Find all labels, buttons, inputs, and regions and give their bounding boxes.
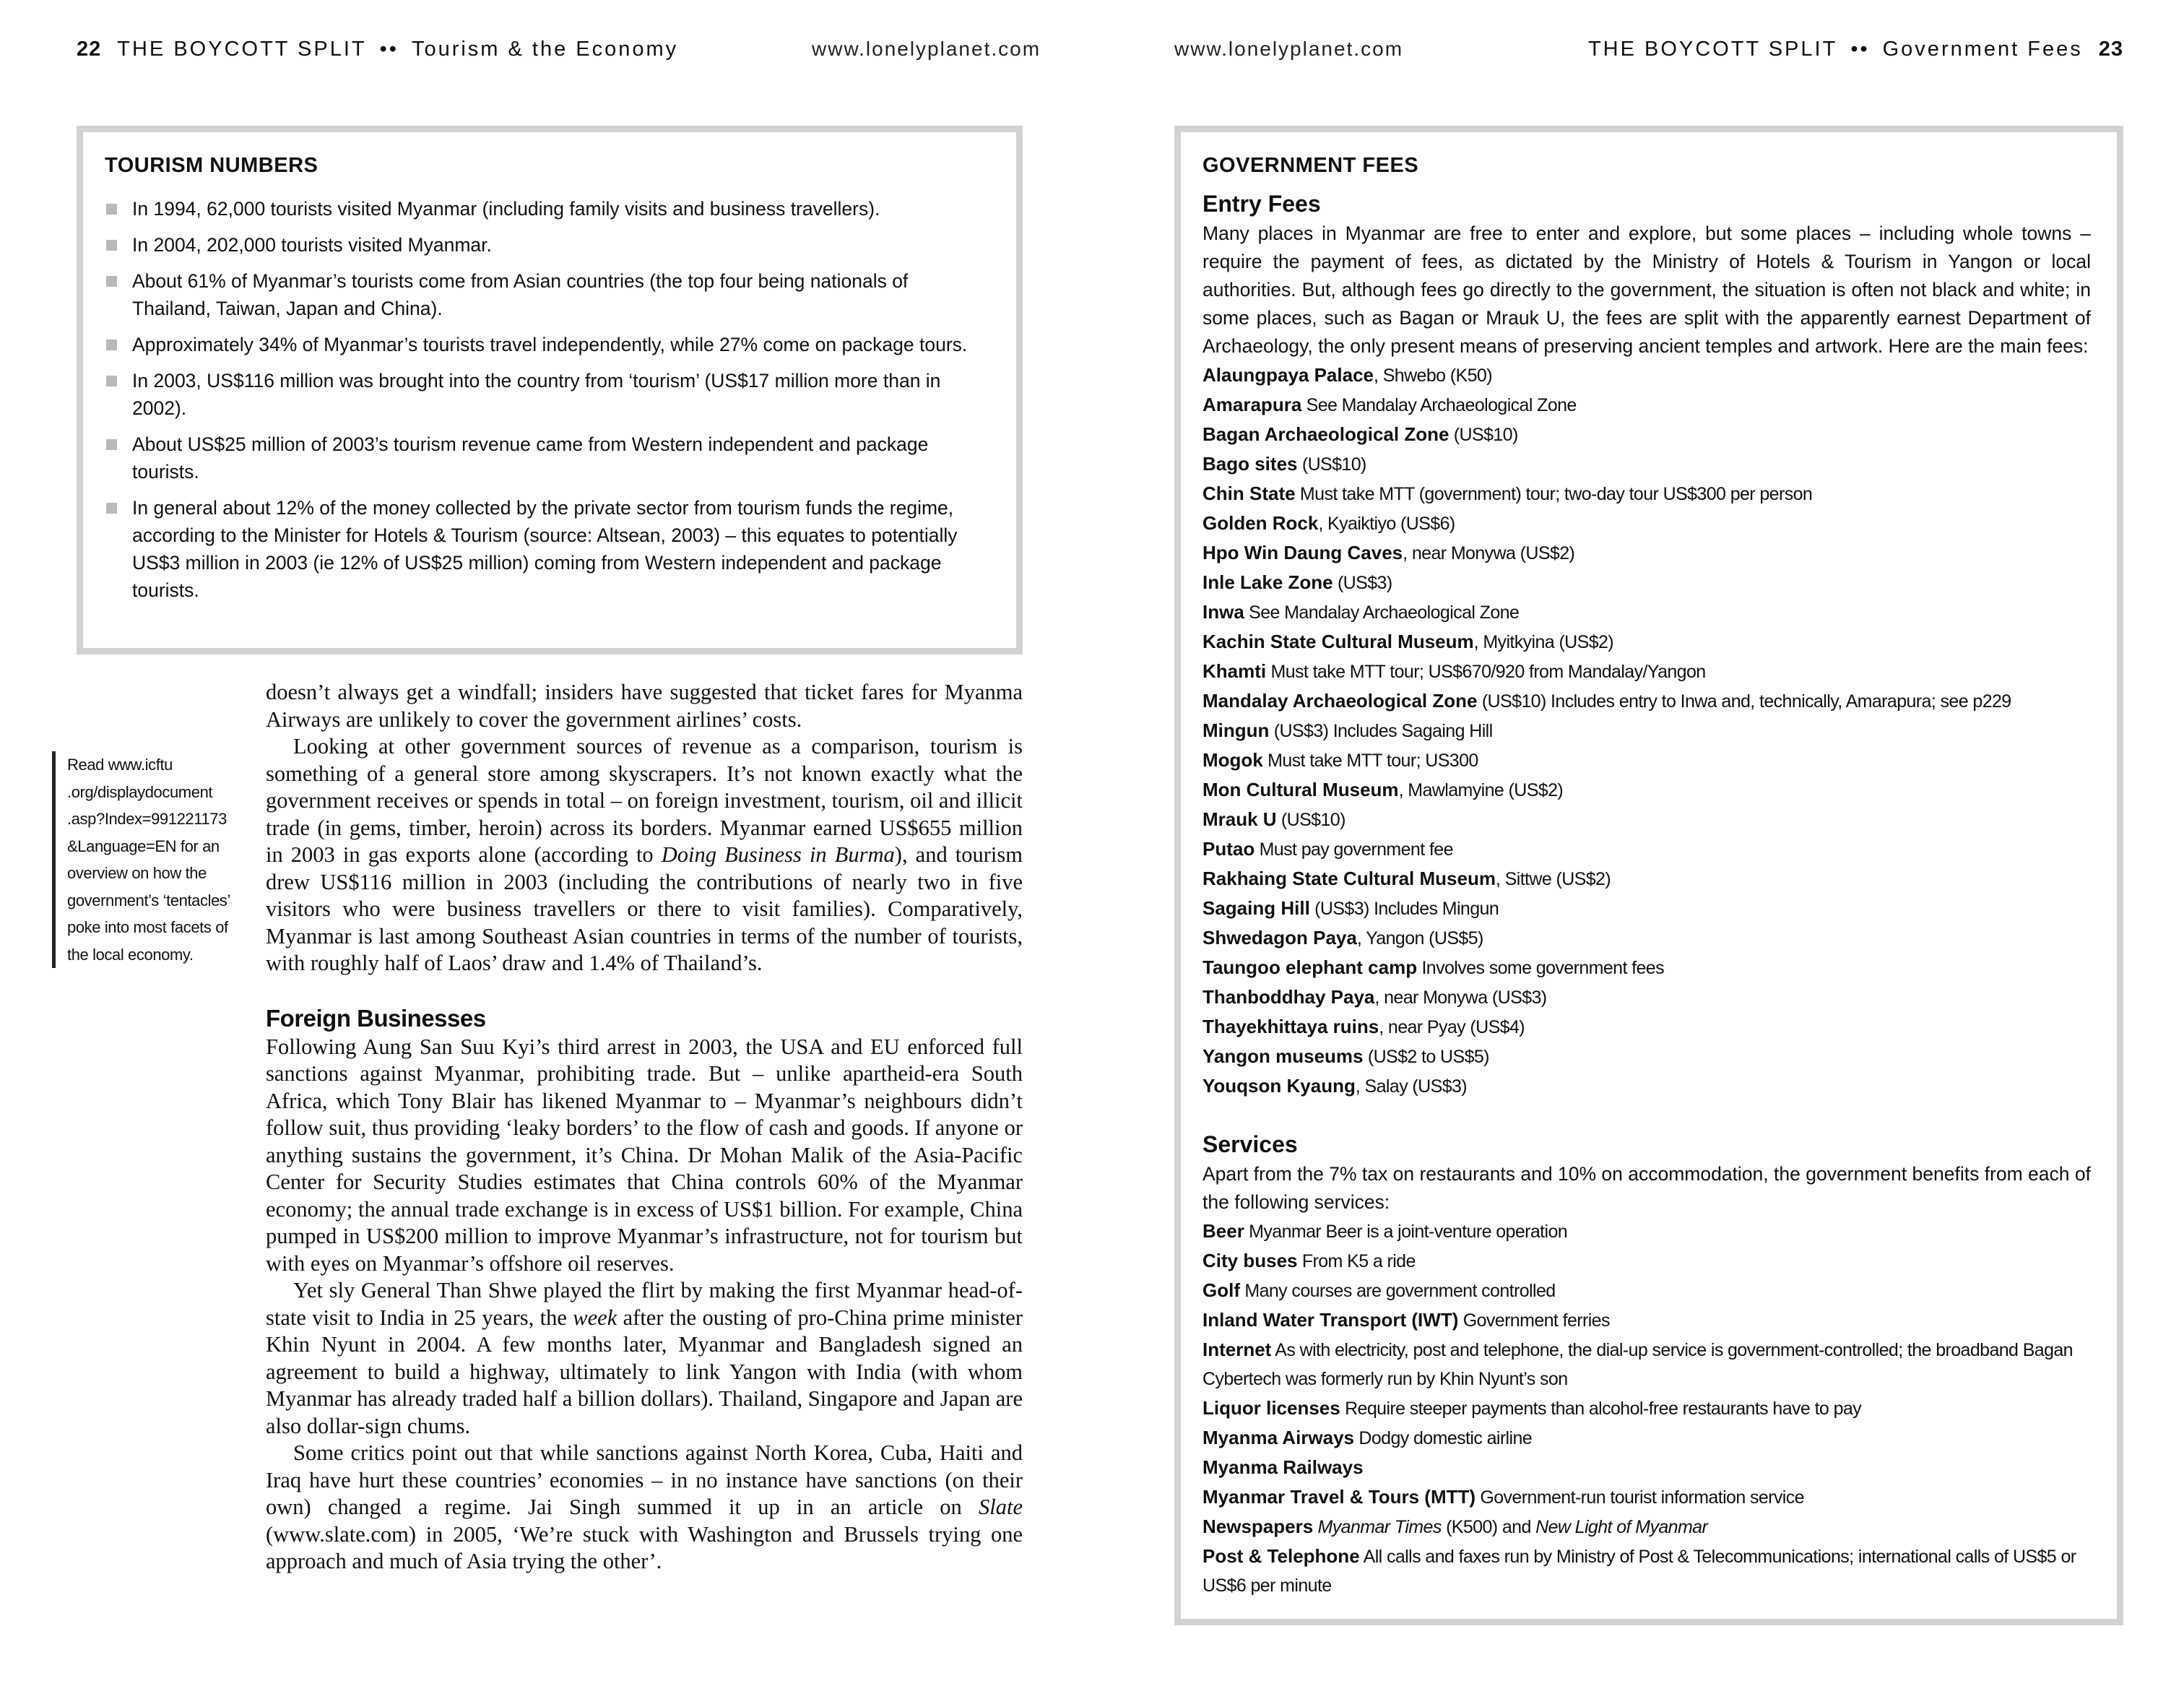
sidebar-line: .asp?Index=991221173 [67,810,227,828]
right-header-separator: •• [1850,38,1870,61]
tourism-list [105,195,992,604]
left-page-number: 22 [77,38,102,61]
sidebar-line: the local economy. [67,945,194,964]
fee-entry: Khamti Must take MTT tour; US$670/920 from Mandalay/Yangon [1202,660,1706,682]
left-header-url: www.lonelyplanet.com [812,38,1041,60]
sidebar-note [52,751,249,968]
list-item: In 2003, US$116 million was brought into the country from ‘tourism’ (US$17 million more than in 2002). [105,367,992,422]
fee-entry: Amarapura See Mandalay Archaeological Zone [1202,394,1577,415]
fees-list [1202,360,2091,1101]
service-entry: Myanma Railways [1202,1456,1364,1478]
fee-entry: Mon Cultural Museum, Mawlamyine (US$2) [1202,779,1564,800]
fee-entry: Mandalay Archaeological Zone (US$10) Includes entry to Inwa and, technically, Amarapura; see p229 [1202,690,2011,712]
paragraph: doesn’t always get a windfall; insiders have suggested that ticket fares for Myanma Airways are unlikely to cover the government airlines’ costs. [266,680,1023,732]
service-entry: Golf Many courses are government controlled [1202,1279,1556,1301]
fee-entry: Mingun (US$3) Includes Sagaing Hill [1202,719,1493,741]
right-running-header [1588,38,2123,61]
left-running-header [77,38,678,61]
sidebar-line: poke into most facets of [67,918,228,936]
list-item: In 1994, 62,000 tourists visited Myanmar (including family visits and business travellers). [105,195,992,222]
square-bullet-icon [106,240,117,251]
fee-entry: Alaungpaya Palace, Shwebo (K50) [1202,364,1492,386]
fee-entry: Thanboddhay Paya, near Monywa (US$3) [1202,986,1547,1008]
fee-entry: Inwa See Mandalay Archaeological Zone [1202,601,1520,623]
paragraph: Yet sly General Than Shwe played the flirt by making the first Myanmar head-of-state visit to India in 25 years, the week after the ousting of pro-China prime minister Khin Nyunt in 2004. A few months later, Myanmar and Bangladesh signed an agreement to build a highway, ultimately to link Yangon with India (with whom Myanmar has already traded half a billion dollars). Thailand, Singapore and Japan are also dollar-sign chums. [266,1278,1023,1438]
services-intro: Apart from the 7% tax on restaurants and 10% on accommodation, the government benefits from each of the following services: [1202,1163,2091,1213]
main-article [266,679,1023,1576]
fee-entry: Youqson Kyaung, Salay (US$3) [1202,1075,1468,1097]
fee-entry: Thayekhittaya ruins, near Pyay (US$4) [1202,1016,1525,1037]
fee-entry: Sagaing Hill (US$3) Includes Mingun [1202,897,1499,919]
entry-fees-intro: Many places in Myanmar are free to enter and explore, but some places – including whole towns – require the payment of fees, as dictated by the Ministry of Hotels & Tourism in Yangon or local authorities. But, although fees go directly to the government, the situation is often not black and white; in some places, such as Bagan or Mrauk U, the fees are split with the apparently earnest Department of Archaeology, the only present means of preserving ancient temples and artwork. Here are the main fees: [1202,222,2091,357]
left-header-separator: •• [379,38,399,61]
paragraph: Some critics point out that while sanctions against North Korea, Cuba, Haiti and Iraq have hurt these countries’ economies – in no instance have sanctions (on their own) changed a regime. Jai Singh summed it up in an article on Slate (www.slate.com) in 2005, ‘We’re stuck with Washington and Brussels trying one approach and much of Asia trying the other’. [266,1440,1023,1573]
fee-entry: Bago sites (US$10) [1202,453,1366,475]
left-header-subsection: Tourism & the Economy [411,38,679,61]
sidebar-line: .org/displaydocument [67,782,213,801]
service-entry: Internet As with electricity, post and telephone, the dial-up service is government-controlled; the broadband Bagan Cybertech was formerly run by Khin Nyunt’s son [1202,1339,2073,1389]
fee-entry: Mogok Must take MTT tour; US300 [1202,749,1478,771]
service-entry: Liquor licenses Require steeper payments than alcohol-free restaurants have to pay [1202,1397,1862,1419]
entry-fees-heading: Entry Fees [1202,191,1321,217]
fee-entry: Inle Lake Zone (US$3) [1202,571,1392,593]
services-list [1202,1217,2091,1600]
fee-entry: Rakhaing State Cultural Museum, Sittwe (US$2) [1202,868,1611,889]
service-entry: Beer Myanmar Beer is a joint-venture operation [1202,1220,1568,1242]
square-bullet-icon [106,204,117,215]
list-item: In 2004, 202,000 tourists visited Myanmar. [105,231,992,259]
fee-entry: Hpo Win Daung Caves, near Monywa (US$2) [1202,542,1575,563]
fee-entry: Putao Must pay government fee [1202,838,1453,860]
paragraph: Following Aung San Suu Kyi’s third arrest in 2003, the USA and EU enforced full sanctions against Myanmar, prohibiting trade. But – unlike apartheid-era South Africa, which Tony Blair has likened Myanmar to – Myanmar’s neighbours didn’t follow suit, thus providing ‘leaky borders’ to the flow of cash and goods. If anyone or anything sustains the government, it’s China. Dr Mohan Malik of the Asia-Pacific Center for Security Studies estimates that China controls 60% of the Myanmar economy; the annual trade exchange is in excess of US$1 billion. For example, China pumped in US$200 million to improve Myanmar’s infrastructure, not for tourism but with eyes on Myanmar’s offshore oil reserves. [266,1034,1023,1276]
square-bullet-icon [106,276,117,287]
fee-entry: Mrauk U (US$10) [1202,808,1346,830]
square-bullet-icon [106,503,117,514]
service-entry: Inland Water Transport (IWT) Government ferries [1202,1309,1610,1331]
right-header-url: www.lonelyplanet.com [1174,38,1404,60]
service-entry-post: Post & Telephone All calls and faxes run by Ministry of Post & Telecommunications; international calls of US$5 or US$6 per minute [1202,1545,2076,1596]
paragraph: Looking at other government sources of revenue as a comparison, tourism is something of a general store among skyscrapers. It’s not known exactly what the government receives or spends in total – on foreign investment, tourism, oil and illicit trade (in gems, timber, heroin) across its borders. Myanmar earned US$655 million in 2003 in gas exports alone (according to Doing Business in Burma), and tourism drew US$116 million in 2003 (including the contributions of nearly two in five visitors who were business travellers or there to visit families). Comparatively, Myanmar is last among Southeast Asian countries in terms of the number of tourists, with roughly half of Laos’ draw and 1.4% of Thailand’s. [266,734,1023,975]
right-header-subsection: Government Fees [1882,38,2083,61]
service-entry-newspapers: Newspapers Myanmar Times (K500) and New Light of Myanmar [1202,1516,1708,1537]
tourism-numbers-box [77,126,1023,654]
sidebar-line: &Language=EN for an [67,837,220,855]
list-item: About US$25 million of 2003’s tourism revenue came from Western independent and package tourists. [105,431,992,485]
fee-entry: Golden Rock, Kyaiktiyo (US$6) [1202,512,1455,534]
service-entry: Myanma Airways Dodgy domestic airline [1202,1427,1533,1448]
fee-entry: Yangon museums (US$2 to US$5) [1202,1045,1489,1067]
service-entry: Myanmar Travel & Tours (MTT) Government-run tourist information service [1202,1486,1804,1508]
sidebar-line: Read www.icftu [67,756,173,774]
left-header-section: THE BOYCOTT SPLIT [117,38,367,61]
government-fees-box [1174,126,2123,1625]
fee-entry: Bagan Archaeological Zone (US$10) [1202,423,1518,445]
section-heading: Foreign Businesses [266,1004,486,1032]
fee-entry: Chin State Must take MTT (government) tour; two-day tour US$300 per person [1202,483,1813,504]
fee-entry: Kachin State Cultural Museum, Myitkyina (US$2) [1202,631,1614,652]
gov-box-title: GOVERNMENT FEES [1202,154,1419,177]
list-item: About 61% of Myanmar’s tourists come from Asian countries (the top four being nationals of Thailand, Taiwan, Japan and China). [105,267,992,322]
fee-entry: Taungoo elephant camp Involves some government fees [1202,956,1665,978]
services-heading: Services [1202,1131,1298,1157]
list-item: In general about 12% of the money collected by the private sector from tourism funds the regime, according to the Minister for Hotels & Tourism (source: Altsean, 2003) – this equates to potentially US$3 million in 2003 (ie 12% of US$25 million) coming from Western independent and package tourists. [105,494,992,604]
right-header-section: THE BOYCOTT SPLIT [1587,38,1838,61]
fee-entry: Shwedagon Paya, Yangon (US$5) [1202,927,1483,948]
square-bullet-icon [106,340,117,350]
right-page-number: 23 [2098,38,2123,61]
square-bullet-icon [106,439,117,450]
square-bullet-icon [106,376,117,386]
sidebar-line: government’s ‘tentacles’ [67,891,231,909]
tourism-box-title: TOURISM NUMBERS [105,154,318,177]
list-item: Approximately 34% of Myanmar’s tourists travel independently, while 27% come on package tours. [105,331,992,358]
service-entry: City buses From K5 a ride [1202,1250,1416,1271]
sidebar-line: overview on how the [67,864,207,882]
